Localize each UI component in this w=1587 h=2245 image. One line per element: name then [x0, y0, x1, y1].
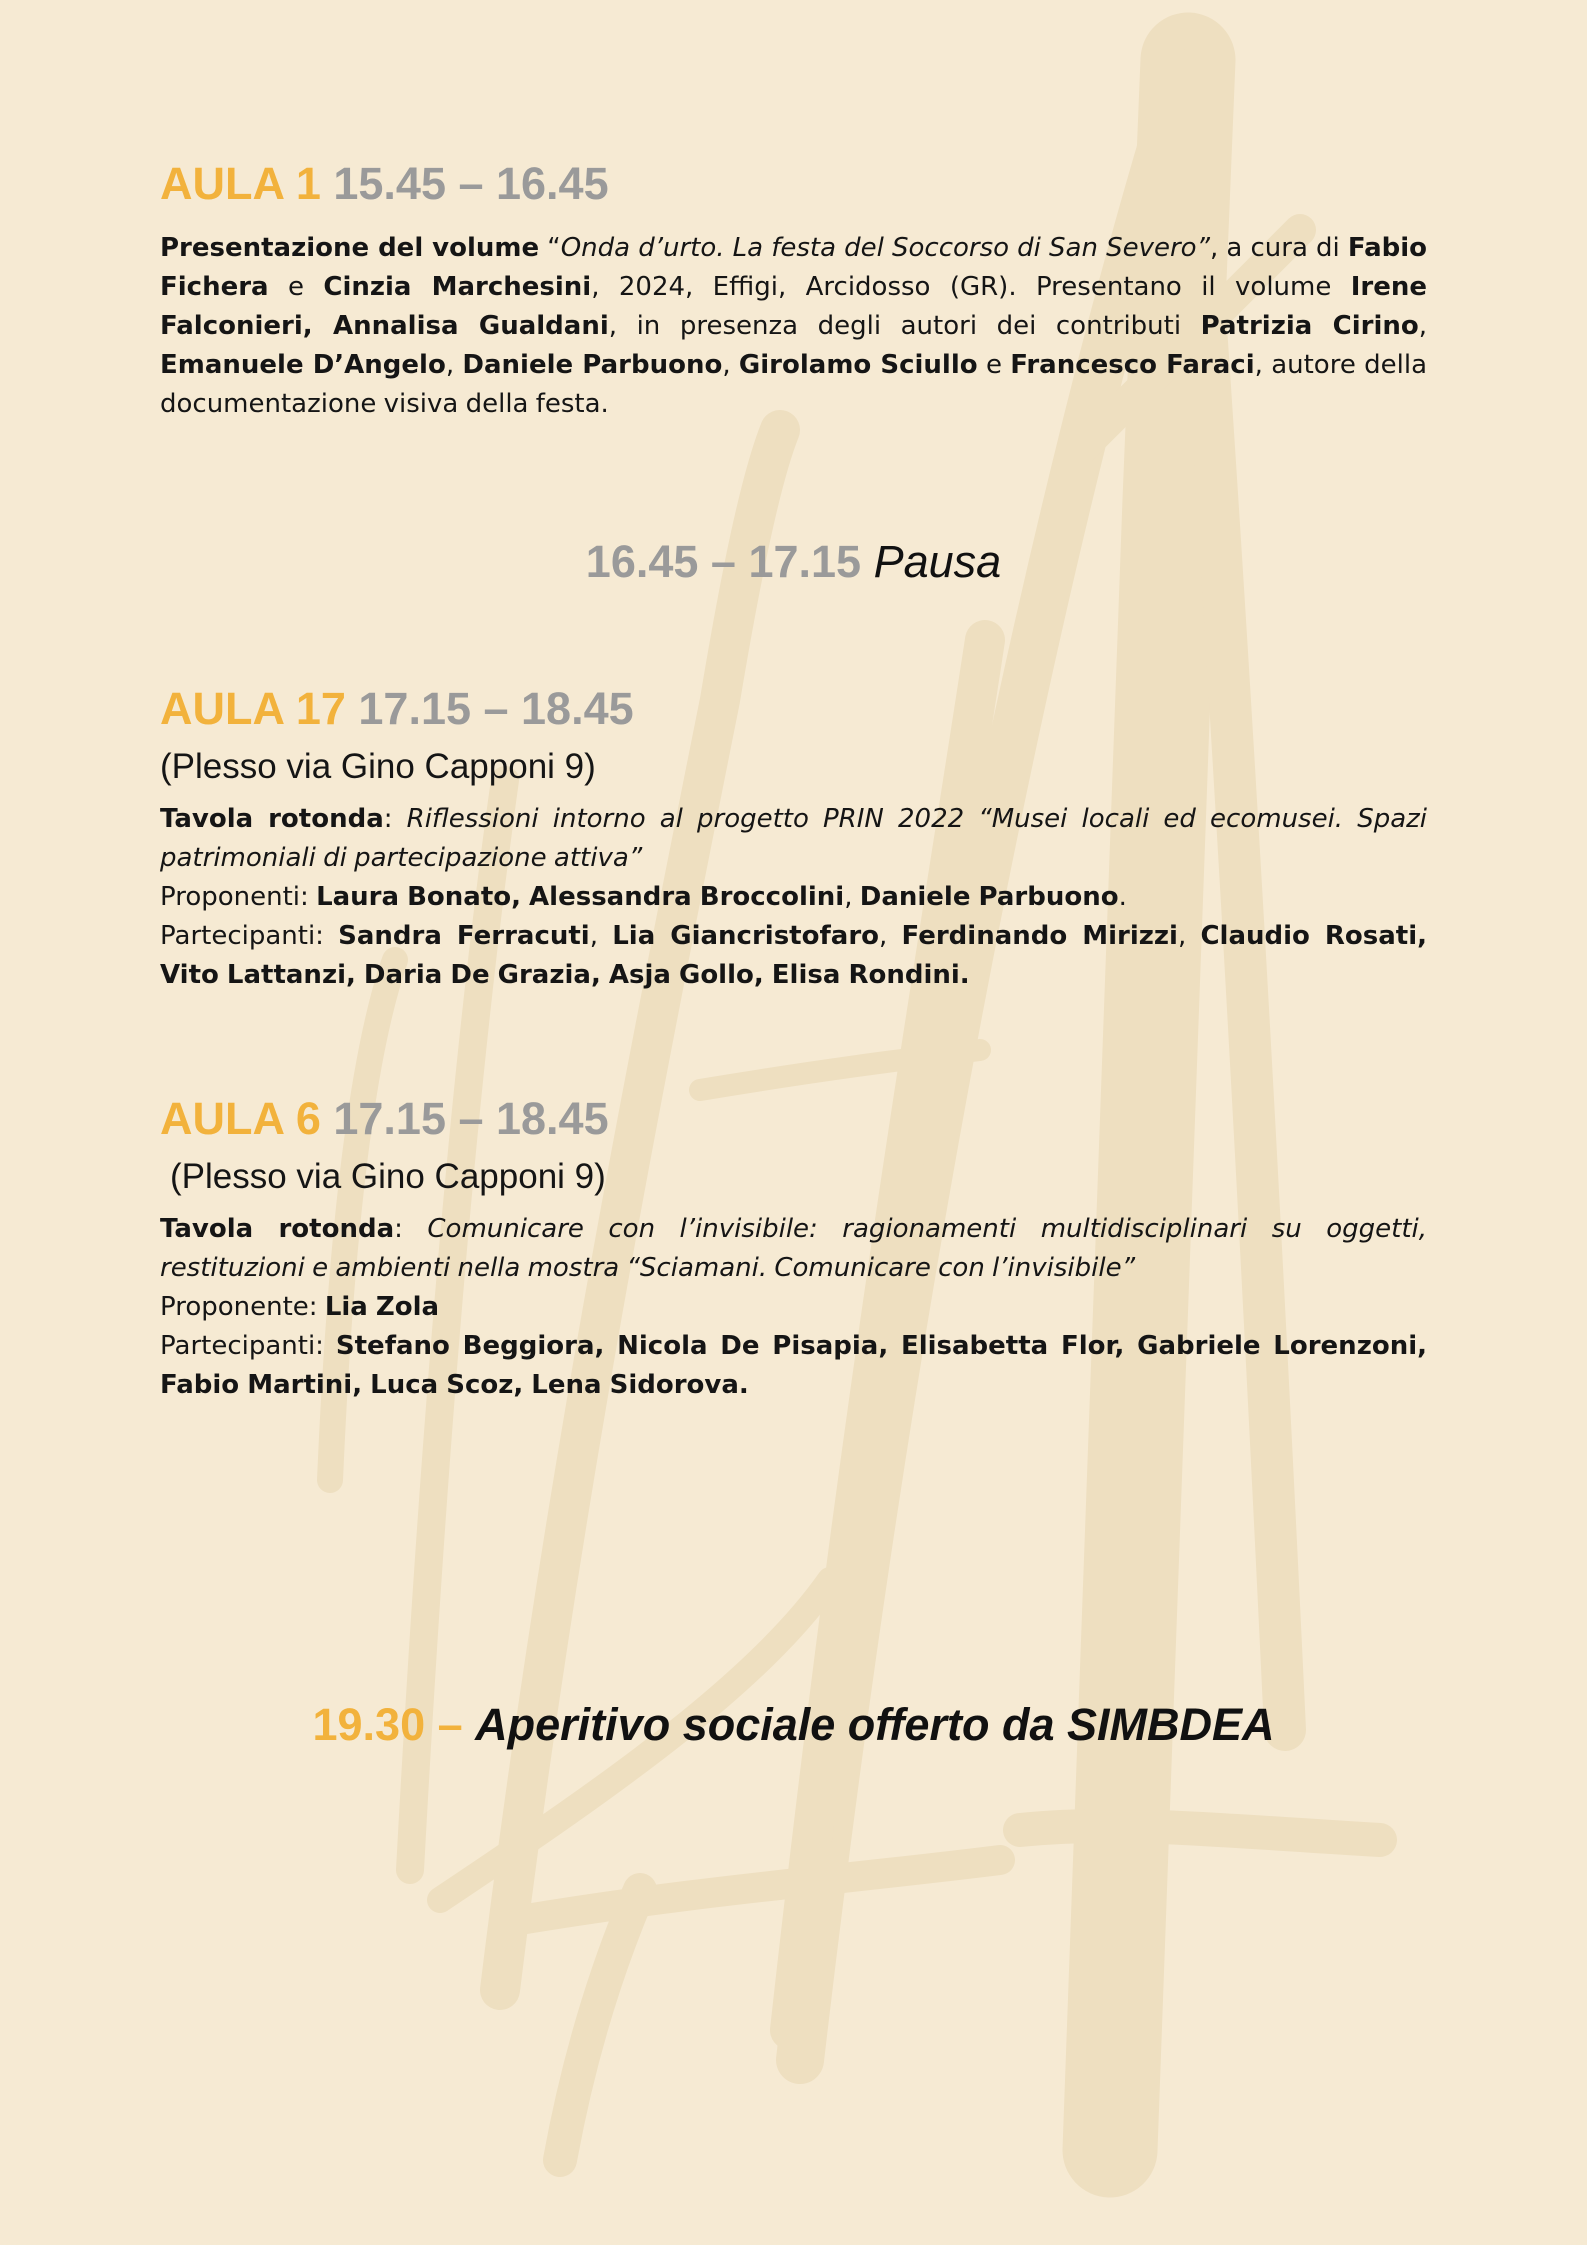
aperitivo-line [0, 1698, 1587, 1752]
person-name: Stefano Beggiora, Nicola De Pisapia, Elisabetta Flor, Gabriele Lorenzoni, Fabio Martini, Luca Scoz, Lena Sidorova. [160, 1331, 1427, 1400]
text-run: , in presenza degli autori dei contributi [608, 311, 1201, 341]
roundtable-title: Riflessioni intorno al progetto PRIN 2022 “Musei locali ed ecomusei. Spazi patrimoniali di partecipazione attiva” [160, 804, 1427, 873]
session-aula-6 [160, 1092, 1427, 1405]
session-heading [160, 682, 1427, 736]
text-run: . [1118, 882, 1127, 912]
room-name: AULA 17 [160, 683, 346, 734]
aperitivo-label: Aperitivo sociale offerto da SIMBDEA [475, 1699, 1275, 1750]
person-name: Fabio Fichera [160, 233, 1428, 302]
roundtable-title: Comunicare con l’invisibile: ragionamenti multidisciplinari su oggetti, restituzioni e ambienti nella mostra “Sciamani. Comunicare con l’invisibile” [160, 1214, 1428, 1283]
participants-label: Partecipanti: [160, 921, 339, 951]
text-run: “ [539, 233, 561, 263]
text-run: , [722, 350, 739, 380]
text-run: , [1177, 921, 1201, 951]
person-name: Emanuele D’Angelo [160, 350, 446, 380]
person-name: Claudio Rosati, Vito Lattanzi, Daria De Grazia, Asja Gollo, Elisa Rondini. [160, 921, 1428, 990]
text-run: , [879, 921, 902, 951]
room-name: AULA 1 [160, 158, 321, 209]
person-name: Ferdinando Mirizzi [901, 921, 1178, 951]
text-run: e [268, 272, 324, 302]
roundtable-label: Tavola rotonda [160, 804, 384, 834]
pause-time: 16.45 – 17.15 [585, 536, 862, 587]
person-name: Daniele Parbuono [859, 882, 1119, 912]
roundtable-description [160, 1210, 1427, 1288]
session-aula-1 [160, 157, 1427, 424]
proposer-label: Proponente: [160, 1292, 325, 1322]
aperitivo-time: 19.30 – [312, 1699, 476, 1750]
person-name: Lia Zola [324, 1292, 440, 1322]
session-heading [160, 157, 1427, 211]
participants-line [160, 917, 1427, 995]
pause-label: Pausa [873, 536, 1002, 587]
person-name: Cinzia Marchesini [323, 272, 592, 302]
person-name: Irene Falconieri, Annalisa Gualdani [160, 272, 1428, 341]
session-aula-17 [160, 682, 1427, 995]
person-name: Laura Bonato, Alessandra Broccolini [316, 882, 845, 912]
text-run: : [383, 804, 407, 834]
book-title: Onda d’urto. La festa del Soccorso di San Severo” [560, 233, 1211, 263]
person-name: Francesco Faraci [1010, 350, 1255, 380]
text-run: , [844, 882, 860, 912]
session-description [160, 229, 1427, 424]
participants-label: Partecipanti: [160, 1331, 336, 1361]
text-run: , 2024, Effigi, Arcidosso (GR). Presentano il volume [591, 272, 1351, 302]
person-name: Sandra Ferracuti [338, 921, 590, 951]
session-venue: (Plesso via Gino Capponi 9) [170, 1157, 606, 1196]
text-run: , [589, 921, 613, 951]
text-run: e [977, 350, 1011, 380]
session-time: 17.15 – 18.45 [333, 1093, 609, 1144]
room-name: AULA 6 [160, 1093, 321, 1144]
pause-line [0, 535, 1587, 589]
text-run: , [445, 350, 463, 380]
session-heading [160, 1092, 1427, 1146]
session-venue: (Plesso via Gino Capponi 9) [160, 747, 596, 786]
text-run: , autore della documentazione visiva della festa. [160, 350, 1428, 419]
session-time: 17.15 – 18.45 [358, 683, 634, 734]
proposers-label: Proponenti: [160, 882, 317, 912]
session-time: 15.45 – 16.45 [333, 158, 609, 209]
proposers-line [160, 878, 1427, 917]
person-name: Patrizia Cirino [1200, 311, 1419, 341]
person-name: Lia Giancristofaro [612, 921, 880, 951]
roundtable-description [160, 800, 1427, 878]
text-run: : [394, 1214, 428, 1244]
text-run: , [1418, 311, 1428, 341]
person-name: Daniele Parbuono [462, 350, 723, 380]
roundtable-label: Tavola rotonda [160, 1214, 395, 1244]
person-name: Girolamo Sciullo [738, 350, 978, 380]
participants-line [160, 1327, 1427, 1405]
proposer-line [160, 1288, 1427, 1327]
text-run: Presentazione del volume [160, 233, 540, 263]
text-run: , a cura di [1210, 233, 1348, 263]
